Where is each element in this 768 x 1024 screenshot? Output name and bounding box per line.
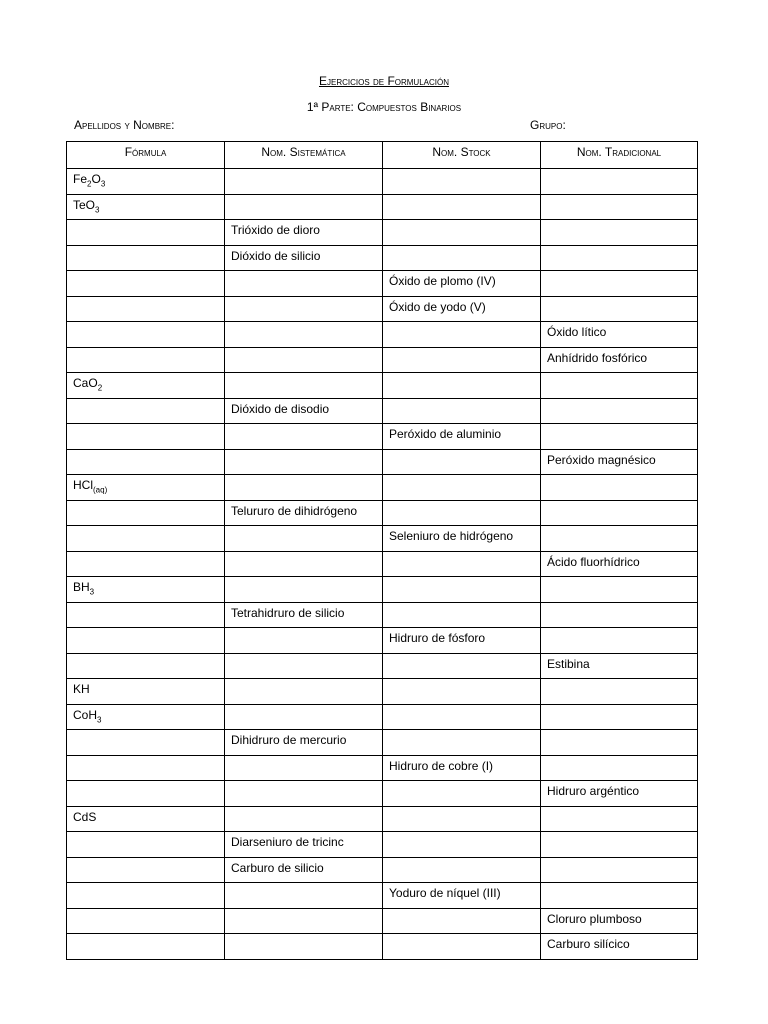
systematic-name-cell[interactable] xyxy=(225,424,383,450)
traditional-name-cell[interactable] xyxy=(541,475,698,501)
formula-cell[interactable] xyxy=(67,857,225,883)
table-row xyxy=(67,296,698,322)
table-row xyxy=(67,628,698,654)
formula-cell[interactable] xyxy=(67,781,225,807)
formula-cell[interactable] xyxy=(67,169,225,195)
table-row xyxy=(67,424,698,450)
traditional-name-cell[interactable] xyxy=(541,857,698,883)
formula-cell[interactable] xyxy=(67,347,225,373)
systematic-name-cell[interactable] xyxy=(225,577,383,603)
systematic-name-cell[interactable]: Dióxido de disodio xyxy=(225,398,383,424)
formula-cell[interactable] xyxy=(67,704,225,730)
stock-name-cell[interactable] xyxy=(383,704,541,730)
table-body xyxy=(67,169,698,960)
stock-name-cell[interactable]: Peróxido de aluminio xyxy=(383,424,541,450)
traditional-name-cell[interactable] xyxy=(541,602,698,628)
table-row xyxy=(67,449,698,475)
formula-text: O xyxy=(91,172,101,186)
stock-name-cell[interactable] xyxy=(383,245,541,271)
header-stock-name: Nom. Stock xyxy=(383,142,541,169)
traditional-name-cell[interactable] xyxy=(541,194,698,220)
header-formula: Fórmula xyxy=(67,142,225,169)
table-row xyxy=(67,806,698,832)
systematic-name-cell[interactable] xyxy=(225,755,383,781)
traditional-name-cell[interactable] xyxy=(541,832,698,858)
systematic-name-cell[interactable] xyxy=(225,271,383,297)
table-row xyxy=(67,373,698,399)
stock-name-cell[interactable]: Seleniuro de hidrógeno xyxy=(383,526,541,552)
stock-name-cell[interactable] xyxy=(383,832,541,858)
formula-cell[interactable] xyxy=(67,551,225,577)
stock-name-cell[interactable] xyxy=(383,781,541,807)
stock-name-cell[interactable] xyxy=(383,857,541,883)
formula-cell[interactable] xyxy=(67,398,225,424)
traditional-name-cell[interactable] xyxy=(541,398,698,424)
stock-name-cell[interactable] xyxy=(383,449,541,475)
traditional-name-cell[interactable] xyxy=(541,296,698,322)
traditional-name-cell[interactable] xyxy=(541,730,698,756)
group-field-label: Grupo: xyxy=(530,118,566,132)
table-row xyxy=(67,194,698,220)
systematic-name-cell[interactable] xyxy=(225,781,383,807)
traditional-name-cell[interactable] xyxy=(541,373,698,399)
traditional-name-cell[interactable] xyxy=(541,526,698,552)
table-row xyxy=(67,169,698,195)
table-row xyxy=(67,704,698,730)
stock-name-cell[interactable] xyxy=(383,653,541,679)
table-row xyxy=(67,602,698,628)
formula-cell[interactable] xyxy=(67,883,225,909)
stock-name-cell[interactable] xyxy=(383,679,541,705)
systematic-name-cell[interactable] xyxy=(225,347,383,373)
table-row xyxy=(67,653,698,679)
formula-subscript: 3 xyxy=(89,587,95,597)
traditional-name-cell[interactable]: Carburo silícico xyxy=(541,934,698,960)
traditional-name-cell[interactable] xyxy=(541,806,698,832)
traditional-name-cell[interactable] xyxy=(541,755,698,781)
formula-cell[interactable] xyxy=(67,730,225,756)
traditional-name-cell[interactable] xyxy=(541,628,698,654)
traditional-name-cell[interactable] xyxy=(541,577,698,603)
table-row xyxy=(67,883,698,909)
table-row xyxy=(67,577,698,603)
formula-cell[interactable] xyxy=(67,245,225,271)
formula-subscript: 2 xyxy=(97,383,103,393)
systematic-name-cell[interactable]: Dióxido de silicio xyxy=(225,245,383,271)
table-row xyxy=(67,500,698,526)
systematic-name-cell[interactable] xyxy=(225,679,383,705)
stock-name-cell[interactable]: Hidruro de cobre (I) xyxy=(383,755,541,781)
formula-subscript: 2 xyxy=(87,179,92,189)
formula-cell[interactable] xyxy=(67,475,225,501)
table-row xyxy=(67,679,698,705)
table-row xyxy=(67,832,698,858)
stock-name-cell[interactable] xyxy=(383,500,541,526)
formula-text: CoH xyxy=(73,707,98,722)
stock-name-cell[interactable] xyxy=(383,347,541,373)
name-field-label: Apellidos y Nombre: xyxy=(74,118,175,132)
formulation-table xyxy=(66,141,698,960)
table-row xyxy=(67,245,698,271)
formula-text: Fe xyxy=(73,172,88,186)
document-subtitle: 1ª Parte: Compuestos Binarios xyxy=(306,100,462,114)
traditional-name-cell[interactable] xyxy=(541,883,698,909)
table-row xyxy=(67,347,698,373)
stock-name-cell[interactable] xyxy=(383,322,541,348)
traditional-name-cell[interactable]: Peróxido magnésico xyxy=(541,449,698,475)
systematic-name-cell[interactable] xyxy=(225,475,383,501)
systematic-name-cell[interactable] xyxy=(225,883,383,909)
formula-text: CaO xyxy=(73,376,98,390)
formula-text: CdS xyxy=(73,809,97,824)
formula-cell[interactable] xyxy=(67,271,225,297)
formula-cell[interactable] xyxy=(67,934,225,960)
table-row xyxy=(67,322,698,348)
table-row xyxy=(67,220,698,246)
table-row xyxy=(67,857,698,883)
formula-text: KH xyxy=(73,682,90,696)
stock-name-cell[interactable] xyxy=(383,602,541,628)
formula-cell[interactable] xyxy=(67,755,225,781)
traditional-name-cell[interactable]: Óxido lítico xyxy=(541,322,698,348)
systematic-name-cell[interactable]: Trióxido de dioro xyxy=(225,220,383,246)
systematic-name-cell[interactable] xyxy=(225,169,383,195)
formula-cell[interactable] xyxy=(67,373,225,399)
table-row xyxy=(67,551,698,577)
table-row xyxy=(67,398,698,424)
formula-cell[interactable] xyxy=(67,832,225,858)
stock-name-cell[interactable] xyxy=(383,373,541,399)
stock-name-cell[interactable] xyxy=(383,169,541,195)
table-row xyxy=(67,781,698,807)
systematic-name-cell[interactable] xyxy=(225,653,383,679)
systematic-name-cell[interactable] xyxy=(225,373,383,399)
systematic-name-cell[interactable] xyxy=(225,551,383,577)
formula-cell[interactable] xyxy=(67,500,225,526)
formula-cell[interactable] xyxy=(67,220,225,246)
systematic-name-cell[interactable] xyxy=(225,449,383,475)
table-row xyxy=(67,271,698,297)
formula-cell[interactable] xyxy=(67,424,225,450)
formula-cell[interactable] xyxy=(67,577,225,603)
formula-cell[interactable] xyxy=(67,322,225,348)
traditional-name-cell[interactable] xyxy=(541,271,698,297)
stock-name-cell[interactable] xyxy=(383,908,541,934)
header-systematic-name: Nom. Sistemática xyxy=(225,142,383,169)
formula-subscript: 3 xyxy=(97,714,102,724)
stock-name-cell[interactable]: Óxido de plomo (IV) xyxy=(383,271,541,297)
systematic-name-cell[interactable] xyxy=(225,194,383,220)
stock-name-cell[interactable] xyxy=(383,806,541,832)
systematic-name-cell[interactable] xyxy=(225,704,383,730)
formula-cell[interactable] xyxy=(67,526,225,552)
formula-text: TeO xyxy=(73,197,96,212)
traditional-name-cell[interactable]: Anhídrido fosfórico xyxy=(541,347,698,373)
header-traditional-name: Nom. Tradicional xyxy=(541,142,698,169)
formula-cell[interactable] xyxy=(67,296,225,322)
stock-name-cell[interactable]: Hidruro de fósforo xyxy=(383,628,541,654)
stock-name-cell[interactable] xyxy=(383,934,541,960)
stock-name-cell[interactable] xyxy=(383,398,541,424)
systematic-name-cell[interactable]: Tetrahidruro de silicio xyxy=(225,602,383,628)
stock-name-cell[interactable] xyxy=(383,730,541,756)
stock-name-cell[interactable] xyxy=(383,577,541,603)
systematic-name-cell[interactable]: Telururo de dihidrógeno xyxy=(225,500,383,526)
systematic-name-cell[interactable] xyxy=(225,526,383,552)
traditional-name-cell[interactable]: Ácido fluorhídrico xyxy=(541,551,698,577)
traditional-name-cell[interactable] xyxy=(541,679,698,705)
formula-subscript: 3 xyxy=(100,179,106,189)
systematic-name-cell[interactable] xyxy=(225,322,383,348)
stock-name-cell[interactable] xyxy=(383,220,541,246)
stock-name-cell[interactable] xyxy=(383,551,541,577)
formula-subscript: (aq) xyxy=(93,485,108,495)
formula-cell[interactable] xyxy=(67,194,225,220)
systematic-name-cell[interactable]: Diarseniuro de tricinc xyxy=(225,832,383,858)
systematic-name-cell[interactable] xyxy=(225,908,383,934)
systematic-name-cell[interactable] xyxy=(225,806,383,832)
table-row xyxy=(67,934,698,960)
table-row xyxy=(67,755,698,781)
traditional-name-cell[interactable] xyxy=(541,500,698,526)
stock-name-cell[interactable]: Óxido de yodo (V) xyxy=(383,296,541,322)
table-row xyxy=(67,908,698,934)
formula-cell[interactable] xyxy=(67,628,225,654)
stock-name-cell[interactable] xyxy=(383,475,541,501)
formula-cell[interactable] xyxy=(67,806,225,832)
document-title: Ejercicios de Formulación xyxy=(318,74,449,88)
formula-text: BH xyxy=(73,580,90,594)
systematic-name-cell[interactable]: Carburo de silicio xyxy=(225,857,383,883)
stock-name-cell[interactable]: Yoduro de níquel (III) xyxy=(383,883,541,909)
traditional-name-cell[interactable]: Estibina xyxy=(541,653,698,679)
traditional-name-cell[interactable]: Hidruro argéntico xyxy=(541,781,698,807)
systematic-name-cell[interactable] xyxy=(225,934,383,960)
table-row xyxy=(67,475,698,501)
formula-cell[interactable] xyxy=(67,653,225,679)
table-row xyxy=(67,730,698,756)
table-header-row xyxy=(67,142,698,169)
traditional-name-cell[interactable] xyxy=(541,245,698,271)
traditional-name-cell[interactable] xyxy=(541,424,698,450)
traditional-name-cell[interactable] xyxy=(541,169,698,195)
stock-name-cell[interactable] xyxy=(383,194,541,220)
formula-cell[interactable] xyxy=(67,602,225,628)
formula-text: HCl xyxy=(73,478,93,492)
traditional-name-cell[interactable]: Cloruro plumboso xyxy=(541,908,698,934)
traditional-name-cell[interactable] xyxy=(541,220,698,246)
formula-cell[interactable] xyxy=(67,679,225,705)
systematic-name-cell[interactable] xyxy=(225,628,383,654)
traditional-name-cell[interactable] xyxy=(541,704,698,730)
systematic-name-cell[interactable] xyxy=(225,296,383,322)
table-row xyxy=(67,526,698,552)
formula-cell[interactable] xyxy=(67,908,225,934)
systematic-name-cell[interactable]: Dihidruro de mercurio xyxy=(225,730,383,756)
formula-cell[interactable] xyxy=(67,449,225,475)
formula-subscript: 3 xyxy=(95,204,100,214)
